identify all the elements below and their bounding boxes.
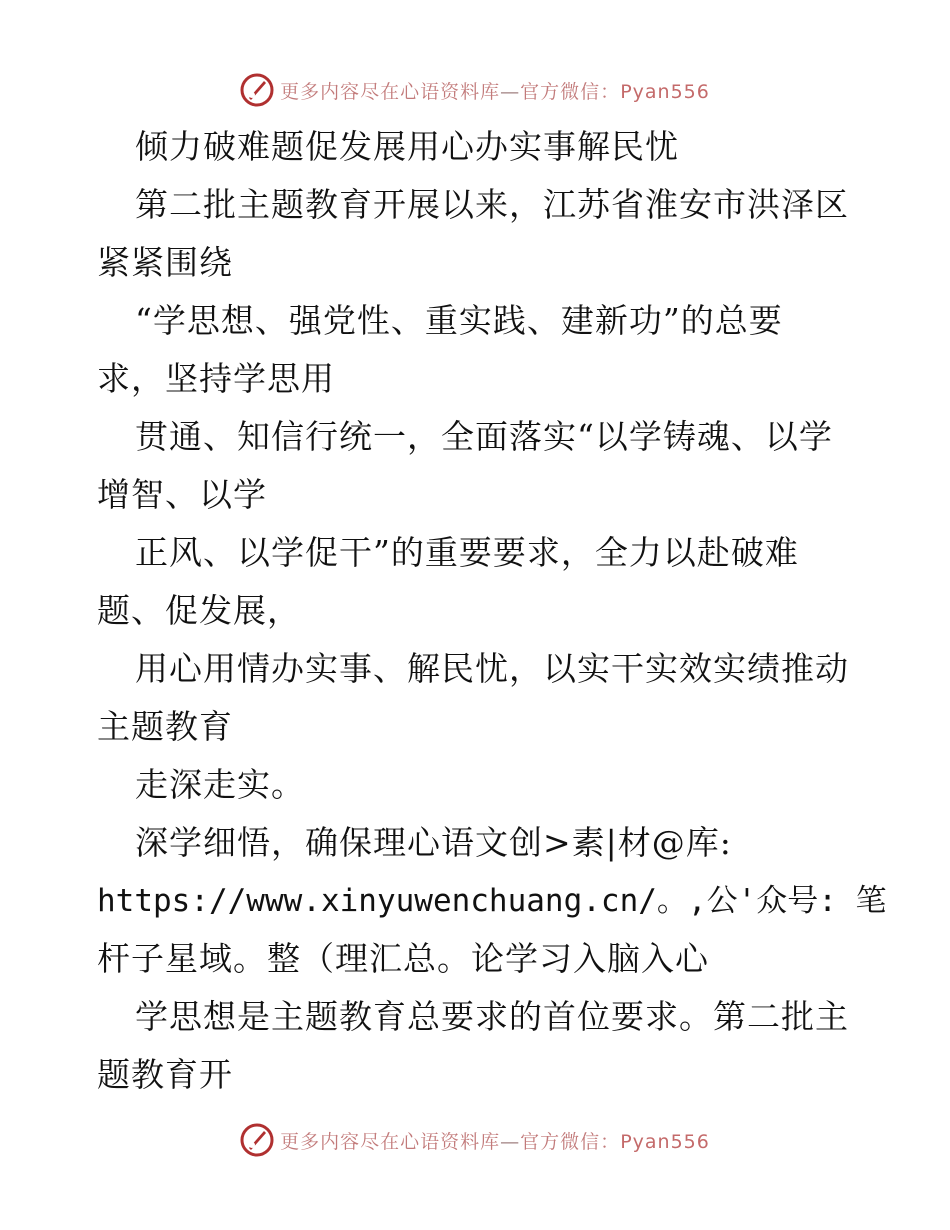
paragraph-line: 题、促发展，: [97, 591, 301, 630]
quill-logo-icon: [240, 1123, 274, 1157]
paragraph-line: 求，坚持学思用: [97, 359, 335, 398]
paragraph-line: 杆子星域。整（理汇总。论学习入脑入心: [97, 939, 709, 978]
footer-watermark: [0, 1120, 950, 1160]
watermark-text: 更多内容尽在心语资料库—官方微信：Pyan556: [280, 80, 710, 103]
paragraph-line: 正风、以学促干”的重要要求，全力以赴破难: [135, 533, 799, 572]
quill-logo-icon: [240, 73, 274, 107]
header-watermark: [0, 70, 950, 110]
paragraph-line: 贯通、知信行统一，全面落实“以学铸魂、以学: [135, 417, 833, 456]
watermark-text: 更多内容尽在心语资料库—官方微信：Pyan556: [280, 1130, 710, 1153]
paragraph-line: 题教育开: [97, 1055, 233, 1094]
paragraph-line: 学思想是主题教育总要求的首位要求。第二批主: [135, 997, 849, 1036]
document-body: [97, 118, 887, 1104]
paragraph-line: 增智、以学: [97, 475, 267, 514]
paragraph-line: “学思想、强党性、重实践、建新功”的总要: [135, 301, 783, 340]
paragraph-line: 紧紧围绕: [97, 243, 233, 282]
paragraph-line: 主题教育: [97, 707, 233, 746]
paragraph-line: 第二批主题教育开展以来，江苏省淮安市洪泽区: [135, 185, 849, 224]
paragraph-line: 走深走实。: [135, 765, 305, 804]
paragraph-line-url: https://www.xinyuwenchuang.cn/。,公'众号: 笔: [97, 883, 887, 919]
document-title: 倾力破难题促发展用心办实事解民忧: [135, 127, 679, 166]
paragraph-line: 用心用情办实事、解民忧，以实干实效实绩推动: [135, 649, 849, 688]
paragraph-line: 深学细悟，确保理心语文创>素|材@库:: [135, 823, 732, 862]
